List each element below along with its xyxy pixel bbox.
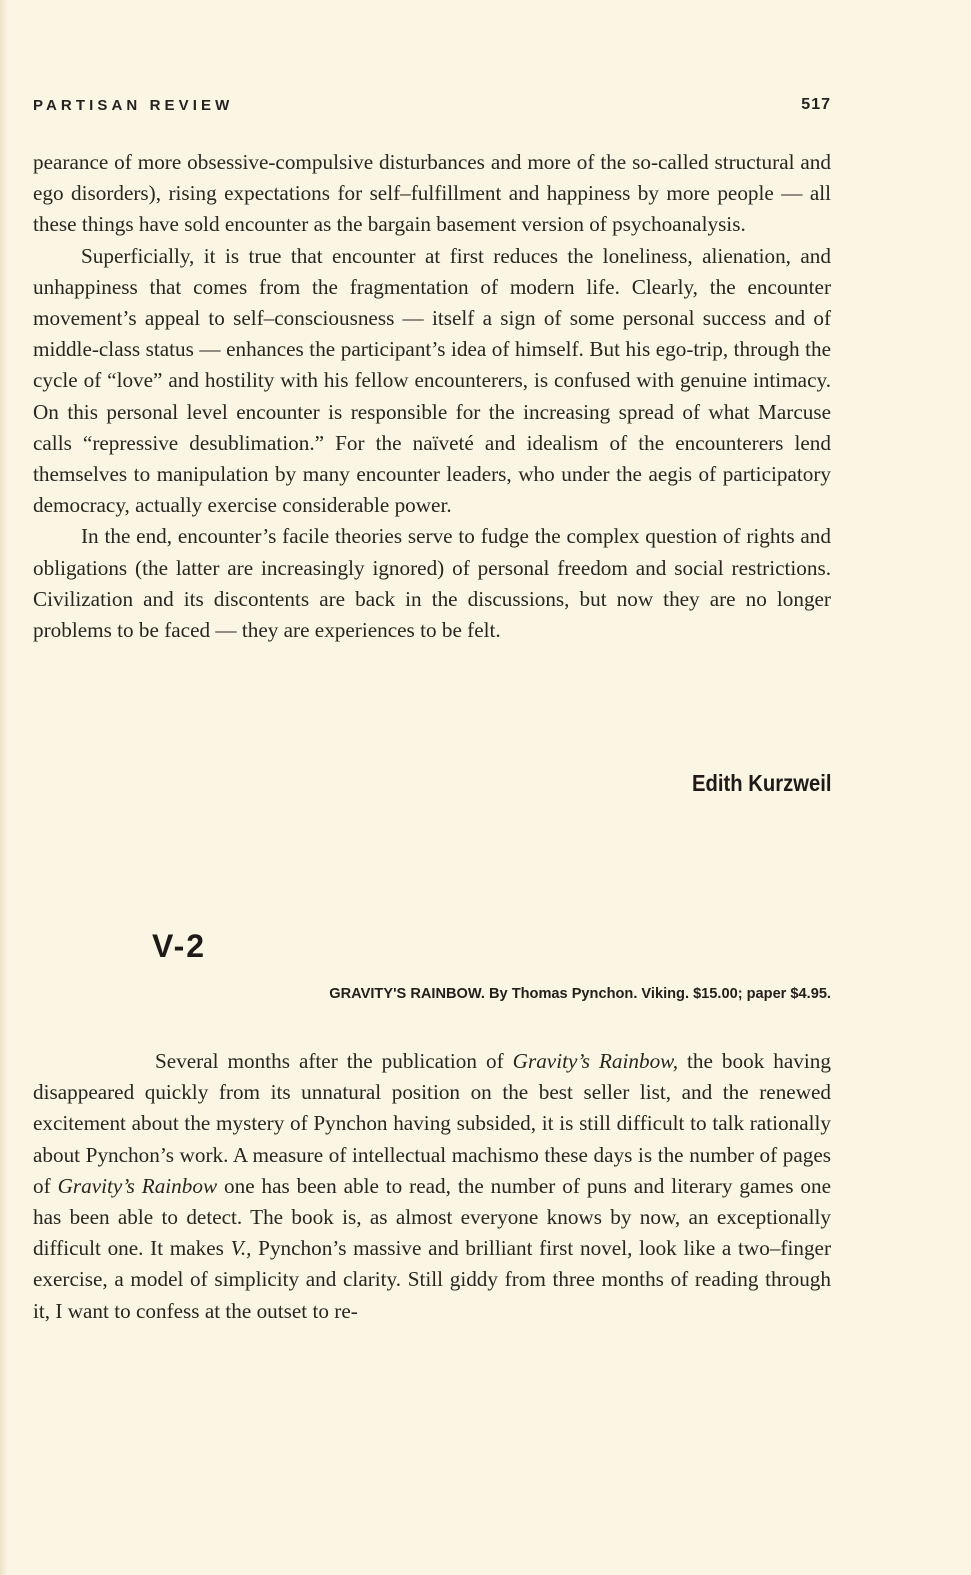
journal-name: PARTISAN REVIEW xyxy=(33,96,234,114)
book-title-italic-1: Gravity’s Rainbow, xyxy=(512,1049,679,1073)
review-book-line xyxy=(329,986,831,1002)
running-header xyxy=(33,93,831,117)
essay-conclusion xyxy=(33,147,831,646)
review-text-4: Pynchon’s massive and brilliant first novel, look like a two–finger exercise, a model of simplicity and clarity. Still giddy from three months of reading through it, I want to confess at the outset to re- xyxy=(33,1236,831,1323)
review-body xyxy=(33,1046,831,1327)
book-info: By Thomas Pynchon. Viking. $15.00; paper $4.95. xyxy=(488,986,831,1002)
review-text-3: one has been able to read, the number of puns and literary games one has been able to detect. The book is, as almost everyone knows by now, an exceptionally difficult one. It makes xyxy=(33,1173,831,1261)
review-paragraph-1 xyxy=(33,1046,831,1327)
review-text-1: Several months after the publication of xyxy=(155,1049,513,1073)
page-number: 517 xyxy=(801,96,831,113)
section-title: V-2 xyxy=(152,928,207,964)
essay-paragraph-3: In the end, encounter’s facile theories serve to fudge the complex question of rights and obligations (the latter are increasingly ignored) of personal freedom and social restrictions. Civilization and its discontents are back in the discussions, but now they are no longer problems to be faced — they are experiences to be felt. xyxy=(33,524,831,643)
novel-title-italic: V., xyxy=(230,1236,252,1261)
book-title: GRAVITY'S RAINBOW. xyxy=(329,986,485,1002)
review-text-2: the book having disappeared quickly from its unnatural position on the best seller list, and the renewed excitement about the mystery of Pynchon having subsided, it is still difficult to talk rationally about Pynchon’s work. A measure of intellectual machismo these days is the number of pages of xyxy=(33,1049,831,1198)
essay-paragraph-1: pearance of more obsessive-compulsive disturbances and more of the so-called structural and ego disorders), rising expectations for self–fulfillment and happiness by more people — all these things have sold encounter as the bargain basement version of psychoanalysis. xyxy=(33,150,831,237)
page-edge xyxy=(0,0,8,1575)
book-title-italic-2: Gravity’s Rainbow xyxy=(57,1173,218,1198)
author-signature: Edith Kurzweil xyxy=(691,770,831,796)
essay-paragraph-2: Superficially, it is true that encounter at first reduces the loneliness, alienation, and unhappiness that comes from the fragmentation of modern life. Clearly, the encounter movement’s appeal to self–consciousness — itself a sign of some personal success and of middle-class status — enhances the participant’s idea of himself. But his ego-trip, through the cycle of “love” and hostility with his fellow encounterers, is confused with genuine intimacy. On this personal level encounter is responsible for the increasing spread of what Marcuse calls “repressive desublimation.” For the naïveté and idealism of the encounterers lend themselves to manipulation by many encounter leaders, who under the aegis of participatory democracy, actually exercise considerable power. xyxy=(33,243,831,518)
